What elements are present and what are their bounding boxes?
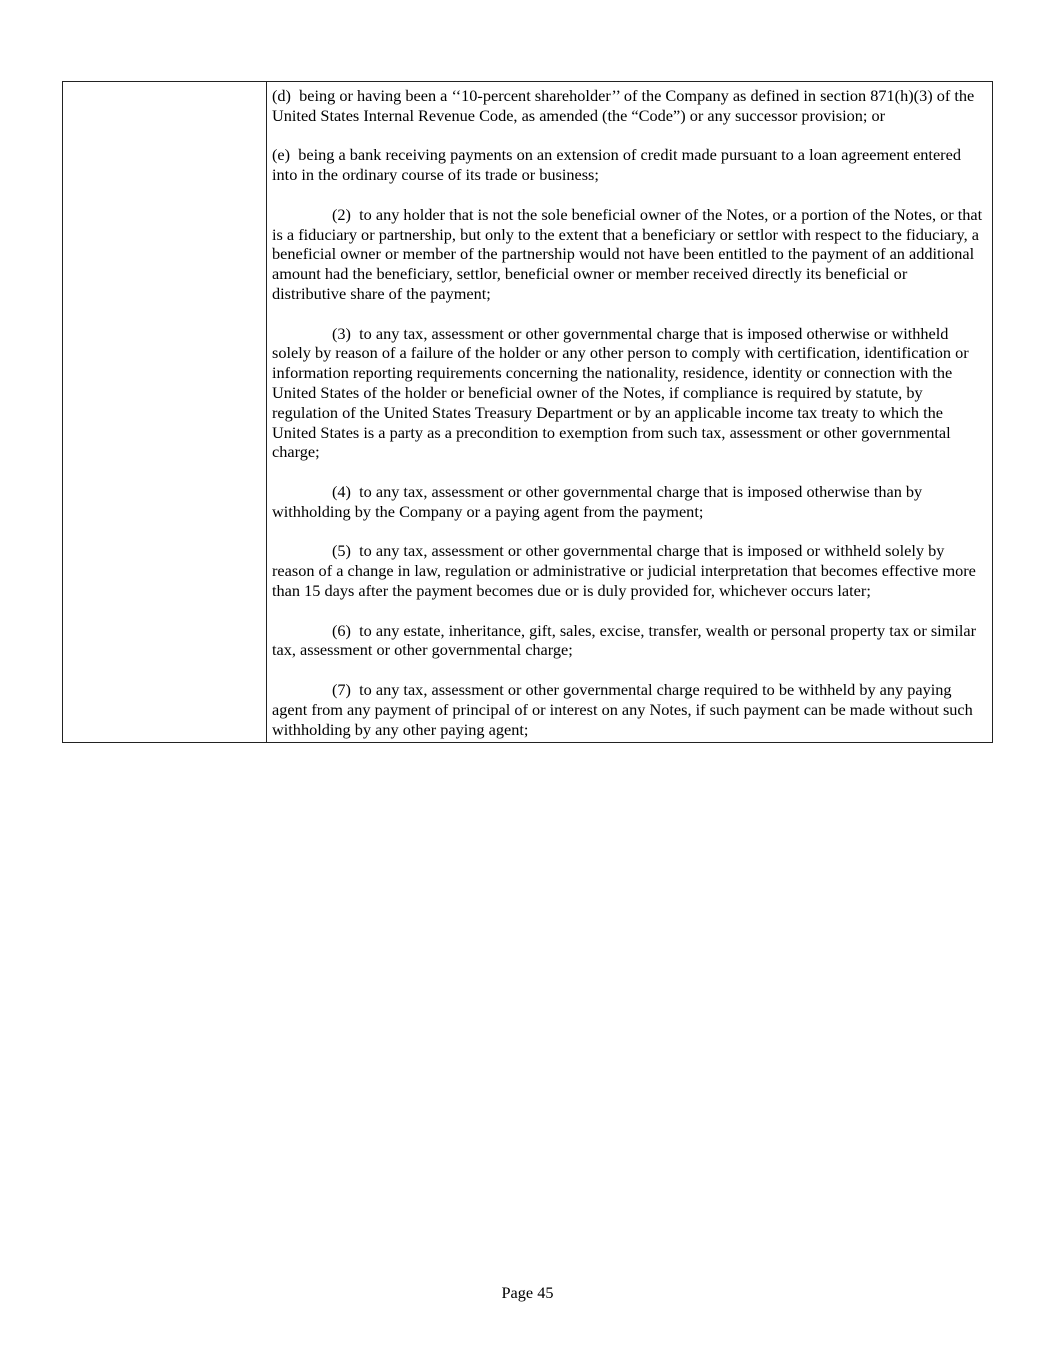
clause-4: (4) to any tax, assessment or other governmental charge that is imposed otherwise than by withholding by the Company or a paying agent from the payment; — [272, 481, 927, 521]
clause-6: (6) to any estate, inheritance, gift, sales, excise, transfer, wealth or personal property tax or similar tax, assessment or other governmental charge; — [272, 620, 981, 660]
table-row — [63, 82, 993, 743]
page-number: Page 45 — [501, 1283, 554, 1302]
clause-2: (2) to any holder that is not the sole beneficial owner of the Notes, or a portion of the Notes, or that is a fiduciary or partnership, but only to the extent that a beneficiary or settlor with respect to the fiduciary, a beneficial owner or member of the partnership would not have been entitled to the payment of an additional amount had the beneficiary, settlor, beneficial owner or member received directly its beneficial or distributive share of the payment; — [272, 204, 987, 303]
clause-e: (e) being a bank receiving payments on an extension of credit made pursuant to a loan agreement entered into in the ordinary course of its trade or business; — [272, 145, 966, 185]
clause-5: (5) to any tax, assessment or other governmental charge that is imposed or withheld solely by reason of a change in law, regulation or administrative or judicial interpretation that becomes effective more than 15 days after the payment becomes due or is duly provided for, whichever occurs later; — [272, 541, 980, 600]
clause-7: (7) to any tax, assessment or other governmental charge required to be withheld by any paying agent from any payment of principal of or interest on any Notes, if such payment can be made without such withholding by any other paying agent; — [272, 679, 977, 739]
right-column-cell — [267, 82, 993, 743]
left-column-cell — [63, 82, 267, 743]
tax-provisions-table — [62, 81, 993, 743]
clause-3: (3) to any tax, assessment or other governmental charge that is imposed otherwise or withheld solely by reason of a failure of the holder or any other person to comply with certification, identification or information reporting requirements concerning the nationality, residence, identity or connection with the United States of the holder or beneficial owner of the Notes, if compliance is required by statute, by regulation of the United States Treasury Department or by an applicable income tax treaty to which the United States is a party as a precondition to exemption from such tax, assessment or other governmental charge; — [272, 323, 973, 462]
clause-d: (d) being or having been a ‘‘10-percent shareholder’’ of the Company as defined in section 871(h)(3) of the United States Internal Revenue Code, as amended (the “Code”) or any successor provision; or — [272, 86, 979, 125]
